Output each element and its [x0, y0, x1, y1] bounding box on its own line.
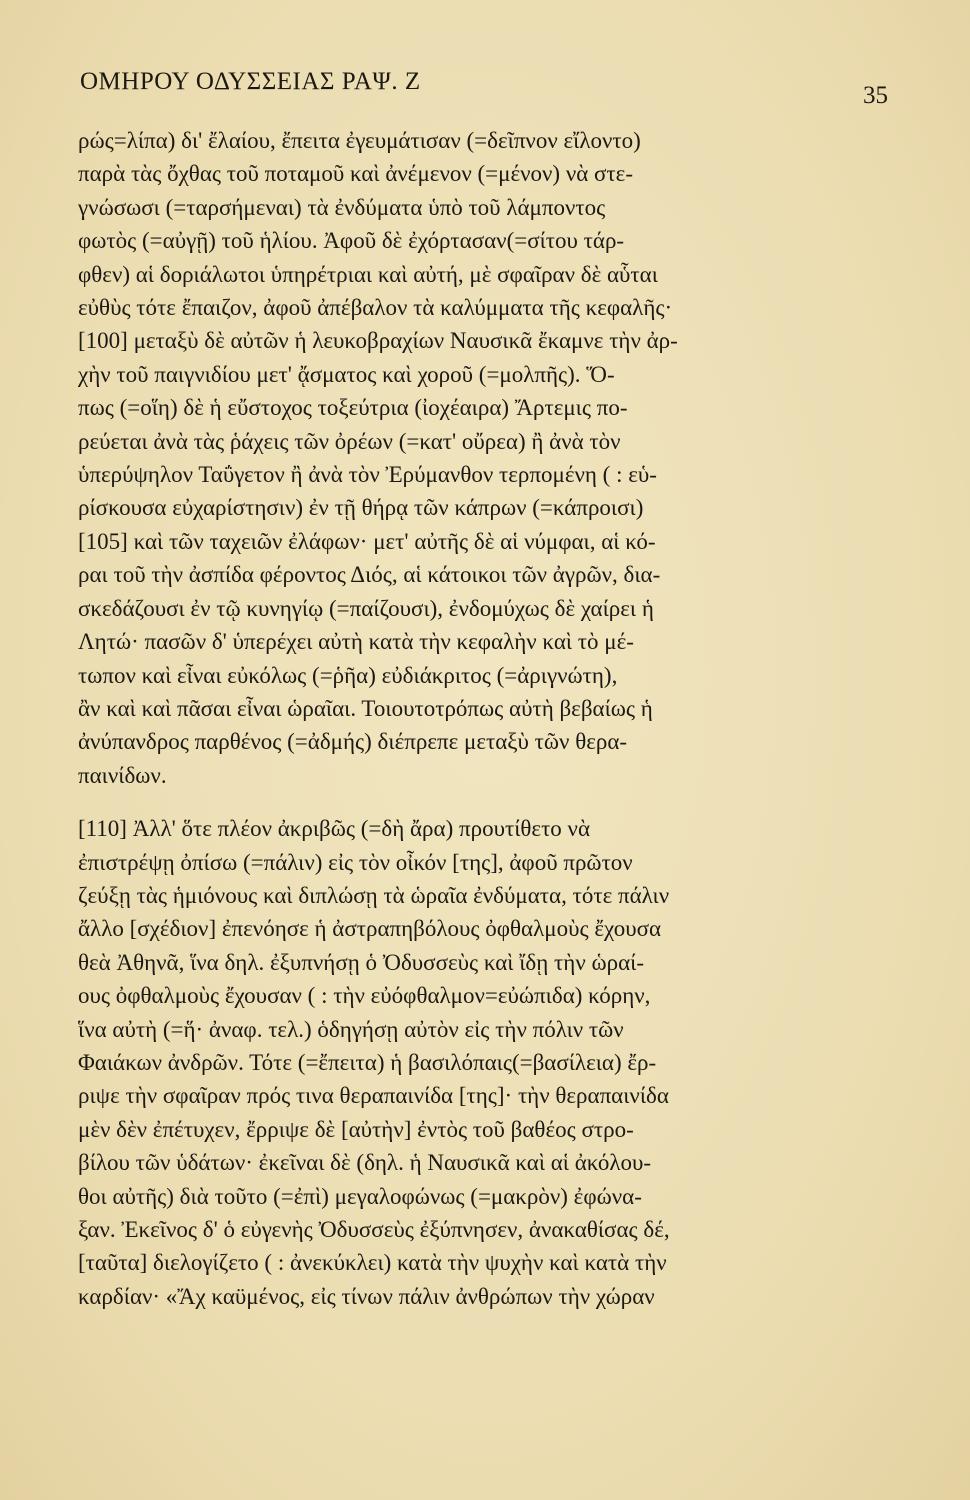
text-line: [ταῦτα] διελογίζετο ( : ἀνεκύκλει) κατὰ τὴν ψυχὴν καὶ κατὰ τὴν: [78, 1250, 667, 1276]
text-line: χὴν τοῦ παιγνιδίου μετ' ᾄσματος καὶ χοροῦ (=μολπῆς). Ὅ-: [78, 361, 615, 387]
text-line: Λητώ· πασῶν δ' ὑπερέχει αὐτὴ κατὰ τὴν κεφαλὴν καὶ τὸ μέ-: [78, 629, 634, 655]
page-number: 35: [863, 82, 888, 109]
text-line: πως (=οἵη) δὲ ἡ εὔστοχος τοξεύτρια (ἰοχέαιρα) Ἄρτεμις πο-: [78, 395, 628, 421]
text-line: μὲν δὲν ἐπέτυχεν, ἔρριψε δὲ [αὐτὴν] ἐντὸς τοῦ βαθέος στρο-: [78, 1116, 634, 1142]
text-line: ἄλλο [σχέδιον] ἐπενόησε ἡ ἀστραπηβόλους ὀφθαλμοὺς ἔχουσα: [78, 916, 662, 942]
text-line: ρεύεται ἀνὰ τὰς ῥάχεις τῶν ὀρέων (=κατ' οὔρεα) ἢ ἀνὰ τὸν: [78, 428, 621, 454]
page-header: [78, 68, 888, 124]
text-line: θοι αὐτῆς) διὰ τοῦτο (=ἐπὶ) μεγαλοφώνως (=μακρὸν) ἐφώνα-: [78, 1183, 642, 1209]
paragraph-2: [78, 812, 870, 1313]
text-line: ἵνα αὐτὴ (=ἥ· ἀναφ. τελ.) ὁδηγήσῃ αὐτὸν εἰς τὴν πόλιν τῶν: [78, 1016, 624, 1042]
text-line: φθεν) αἱ δοριάλωτοι ὑπηρέτριαι καὶ αὐτή, μὲ σφαῖραν δὲ αὗται: [78, 261, 658, 287]
text-line: τωπον καὶ εἶναι εὐκόλως (=ῥῆα) εὐδιάκριτος (=ἀριγνώτη),: [78, 662, 618, 688]
text-line: ζεύξῃ τὰς ἡμιόνους καὶ διπλώσῃ τὰ ὡραῖα ἐνδύματα, τότε πάλιν: [78, 882, 670, 908]
text-line: ξαν. Ἐκεῖνος δ' ὁ εὐγενὴς Ὀδυσσεὺς ἐξύπνησεν, ἀνακαθίσας δέ,: [78, 1217, 670, 1242]
text-line: ὑπερύψηλον Ταΰγετον ἢ ἀνὰ τὸν Ἐρύμανθον τερπομένη ( : εὑ-: [78, 462, 657, 488]
text-line: φωτὸς (=αὐγῇ) τοῦ ἡλίου. Ἀφοῦ δὲ ἐχόρτασαν(=σίτου τάρ-: [78, 228, 625, 254]
text-line: ραι τοῦ τὴν ἀσπίδα φέροντος Διός, αἱ κάτοικοι τῶν ἀγρῶν, δια-: [78, 562, 661, 588]
text-line: παινίδων.: [78, 762, 167, 788]
text-line: γνώσωσι (=ταρσήμεναι) τὰ ἐνδύματα ὑπὸ τοῦ λάμποντος: [78, 194, 606, 220]
text-line: Φαιάκων ἀνδρῶν. Τότε (=ἔπειτα) ἡ βασιλόπαις(=βασίλεια) ἔρ-: [78, 1049, 657, 1075]
text-line: ρίσκουσα εὐχαρίστησιν) ἐν τῇ θήρᾳ τῶν κάπρων (=κάπροισι): [78, 495, 644, 521]
text-line: ριψε τὴν σφαῖραν πρός τινα θεραπαινίδα [της]· τὴν θεραπαινίδα: [78, 1083, 669, 1109]
text-line: σκεδάζουσι ἐν τῷ κυνηγίῳ (=παίζουσι), ἐνδομύχως δὲ χαίρει ἡ: [78, 595, 654, 621]
text-line: ρώς=λίπα) δι' ἔλαίου, ἔπειτα ἐγευμάτισαν (=δεῖπνον εἴλοντο): [78, 128, 641, 153]
text-line: καρδίαν· «Ἄχ καϋμένος, εἰς τίνων πάλιν ἀνθρώπων τὴν χώραν: [78, 1283, 655, 1309]
running-title: ΟΜΗΡΟΥ ΟΔΥΣΣΕΙΑΣ ΡΑΨ. Ζ: [80, 68, 421, 95]
text-line: [110] Ἀλλ' ὅτε πλέον ἀκριβῶς (=δὴ ἄρα) προυτίθετο νὰ: [78, 816, 591, 842]
text-line: ους ὀφθαλμοὺς ἔχουσαν ( : τὴν εὐόφθαλμον=εὐώπιδα) κόρην,: [78, 983, 651, 1009]
paragraph-1: [78, 124, 870, 792]
text-line: παρὰ τὰς ὄχθας τοῦ ποταμοῦ καὶ ἀνέμενον (=μένον) νὰ στε-: [78, 161, 633, 187]
text-line: [100] μεταξὺ δὲ αὐτῶν ἡ λευκοβραχίων Ναυσικᾶ ἔκαμνε τὴν ἀρ-: [78, 328, 678, 354]
text-line: εὐθὺς τότε ἔπαιζον, ἀφοῦ ἀπέβαλον τὰ καλύμματα τῆς κεφαλῆς·: [78, 295, 673, 321]
text-line: θεὰ Ἀθηνᾶ, ἵνα δηλ. ἐξυπνήσῃ ὁ Ὀδυσσεὺς καὶ ἴδῃ τὴν ὡραί-: [78, 949, 644, 975]
text-line: ἐπιστρέψῃ ὀπίσω (=πάλιν) εἰς τὸν οἶκόν [της], ἀφοῦ πρῶτον: [78, 849, 633, 875]
text-line: [105] καὶ τῶν ταχειῶν ἐλάφων· μετ' αὐτῆς δὲ αἱ νύμφαι, αἱ κό-: [78, 528, 656, 554]
text-line: ἂν καὶ καὶ πᾶσαι εἶναι ὡραῖαι. Τοιουτοτρόπως αὐτὴ βεβαίως ἡ: [78, 695, 653, 721]
text-line: ἀνύπανδρος παρθένος (=ἀδμής) διέπρεπε μεταξὺ τῶν θερα-: [78, 729, 628, 755]
text-line: βίλου τῶν ὑδάτων· ἐκεῖναι δὲ (δηλ. ἡ Ναυσικᾶ καὶ αἱ ἀκόλου-: [78, 1150, 652, 1176]
